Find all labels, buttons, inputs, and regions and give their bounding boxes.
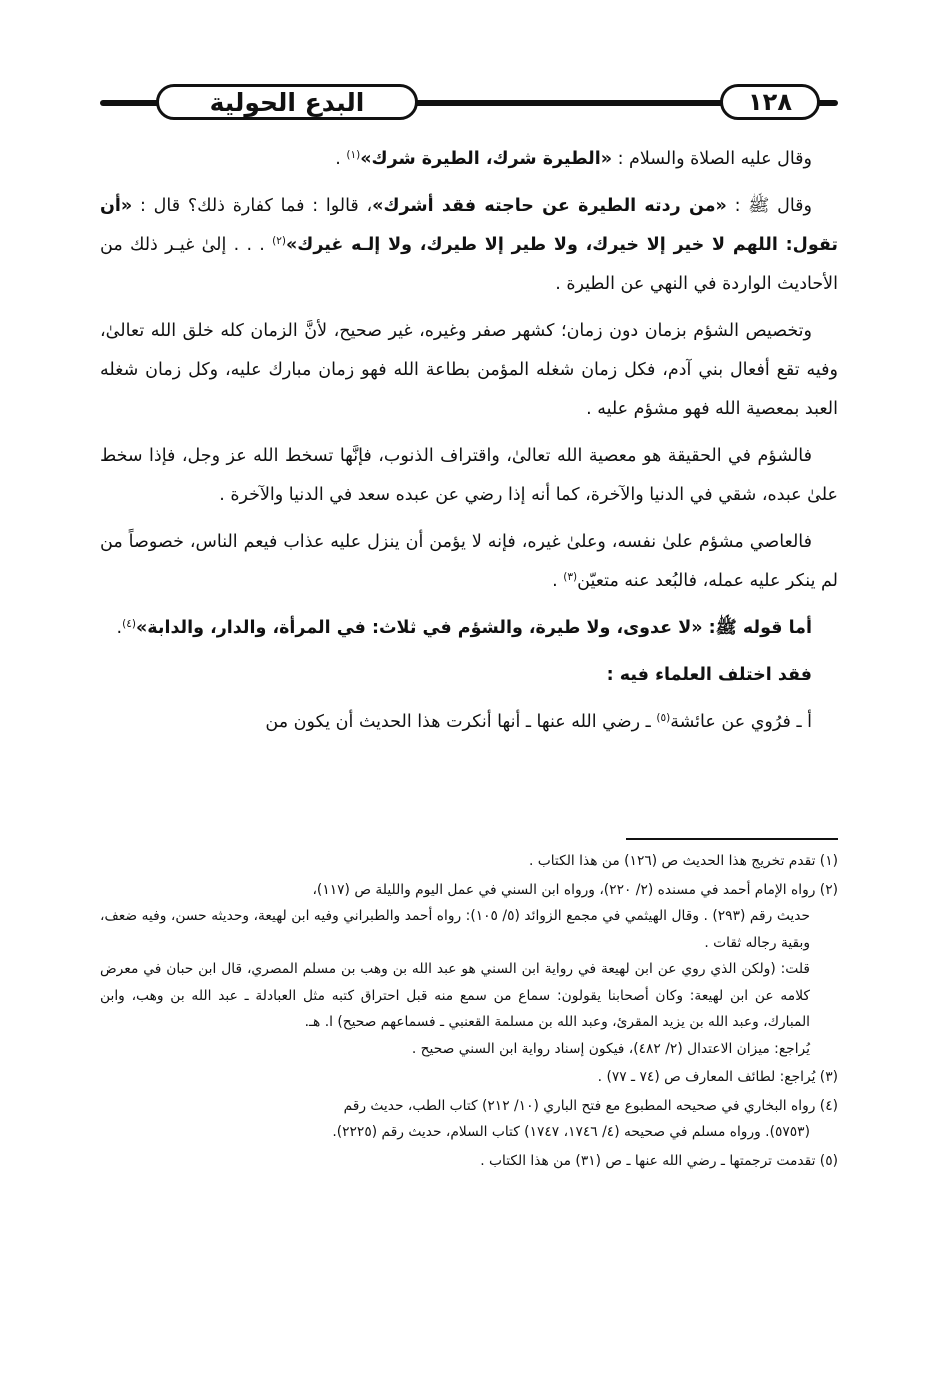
hadith-quote: «لا عدوى، ولا طيرة، والشؤم في ثلاث: في المرأة، والدار، والدابة» <box>135 618 703 638</box>
paragraph-1: وقال عليه الصلاة والسلام : «الطيرة شرك، الطيرة شرك»$^{(١)}$ . <box>335 149 812 169</box>
paragraph-7: فقد اختلف العلماء فيه : <box>606 665 812 685</box>
hadith-quote: «الطيرة شرك، الطيرة شرك» <box>360 149 612 169</box>
footnote-2-line: (٢) رواه الإمام أحمد في مسنده (٢/ ٢٢٠)، ورواه ابن السني في عمل اليوم والليلة ص (١١٧)، <box>312 881 838 898</box>
footnote-2-continuation: حديث رقم (٢٩٣) . وقال الهيثمي في مجمع الزوائد (٥/ ١٠٥): رواه أحمد والطبراني وفيه ابن لهيعة، وحديثه حسن، وفيه ضعف، وبقية رجاله ثقات . <box>100 908 810 951</box>
footnote-4-line: (٤) رواه البخاري في صحيحه المطبوع مع فتح الباري (١٠/ ٢١٢) كتاب الطب، حديث رقم <box>343 1097 838 1114</box>
footnote-ref-1: (١) <box>346 149 361 162</box>
footnote-4-continuation: (٥٧٥٣). ورواه مسلم في صحيحه (٤/ ١٧٤٦، ١٧٤٧) كتاب السلام، حديث رقم (٢٢٢٥). <box>332 1124 810 1140</box>
footnote-2-comment: قلت: (ولكن الذي روي عن ابن لهيعة في رواية ابن السني هو عبد الله بن وهب بن مسلم المصري، قال ابن حبان في معرض كلامه عن ابن لهيعة: وكان أصحابنا يقولون: سماع من سمع منه قبل احتراق كتبه مثل العبادلة ـ عبد الله بن وهب، وابن المبارك، وعبد الله بن يزيد المقرئ، وعبد الله بن مسلمة القعنبي ـ فسماعهم صحيح) ا. هـ. <box>100 961 810 1030</box>
footnote-ref-5: (٥) <box>656 712 671 725</box>
footnote-separator <box>626 838 838 840</box>
header-rule-left <box>100 100 160 106</box>
paragraph-3: وتخصيص الشؤم بزمان دون زمان؛ كشهر صفر وغيره، غير صحيح، لأنَّ الزمان كله خلق الله تعالىٰ، وفيه تقع أفعال بني آدم، فكل زمان شغله المؤمن بطاعة الله فهو زمان مبارك عليه، وكل زمان شغله العبد بمعصية الله فهو مشؤم عليه . <box>100 321 838 419</box>
hadith-quote: «أن تقول: اللهم لا خير إلا خيرك، ولا طير إلا طيرك، ولا إلـه غيرك» <box>100 196 838 255</box>
paragraph-8: أ ـ فرُوي عن عائشة$^{(٥)}$ ـ رضي الله عنها ـ أنها أنكرت هذا الحديث أن يكون من <box>265 712 812 732</box>
footnote-ref-3: (٣) <box>563 571 578 584</box>
running-header <box>100 74 838 130</box>
footnote-2-reference: يُراجع: ميزان الاعتدال (٢/ ٤٨٢)، فيكون إسناد رواية ابن السني صحيح . <box>411 1040 810 1057</box>
main-text <box>100 140 838 750</box>
paragraph-5: فالعاصي مشؤم علىٰ نفسه، وعلىٰ غيره، فإنه لا يؤمن أن ينزل عليه عذاب فيعم الناس، خصوصاً من لم ينكر عليه عمله، فالبُعد عنه متعيّن$^{(٣)}$ . <box>100 532 838 591</box>
footnote-5: (٥) تقدمت ترجمتها ـ رضي الله عنها ـ ص (٣١) من هذا الكتاب . <box>480 1152 838 1169</box>
paragraph-2: وقال ﷺ : «من ردته الطيرة عن حاجته فقد أشرك»، قالوا : فما كفارة ذلك؟ قال : «أن تقول: اللهم لا خير إلا خيرك، ولا طير إلا طيرك، ولا إلـه غيرك»$^{(٢)}$ . . . إلىٰ غيـر ذلك من الأحاديث الواردة في النهي عن الطيرة . <box>100 196 838 294</box>
book-title: البدع الحولية <box>156 84 418 120</box>
footnotes <box>100 848 838 1176</box>
paragraph-6: أما قوله ﷺ: «لا عدوى، ولا طيرة، والشؤم في ثلاث: في المرأة، والدار، والدابة»$^{(٤)}$. <box>116 618 812 638</box>
hadith-quote: «من ردته الطيرة عن حاجته فقد أشرك» <box>372 196 727 216</box>
footnote-1: (١) تقدم تخريج هذا الحديث ص (١٢٦) من هذا الكتاب . <box>528 853 838 869</box>
footnote-ref-2: (٢) <box>272 235 286 248</box>
paragraph-4: فالشؤم في الحقيقة هو معصية الله تعالىٰ، واقتراف الذنوب، فإنَّها تسخط الله عز وجل، فإذا سخط علىٰ عبده، شقي في الدنيا والآخرة، كما أنه إذا رضي عن عبده سعد في الدنيا والآخرة . <box>100 446 838 505</box>
footnote-ref-4: (٤) <box>122 618 136 631</box>
footnote-4 <box>100 1093 838 1146</box>
footnote-3: (٣) يُراجع: لطائف المعارف ص (٧٤ ـ ٧٧) . <box>597 1069 838 1085</box>
page-number: ١٢٨ <box>720 84 820 120</box>
footnote-2 <box>100 877 838 1063</box>
